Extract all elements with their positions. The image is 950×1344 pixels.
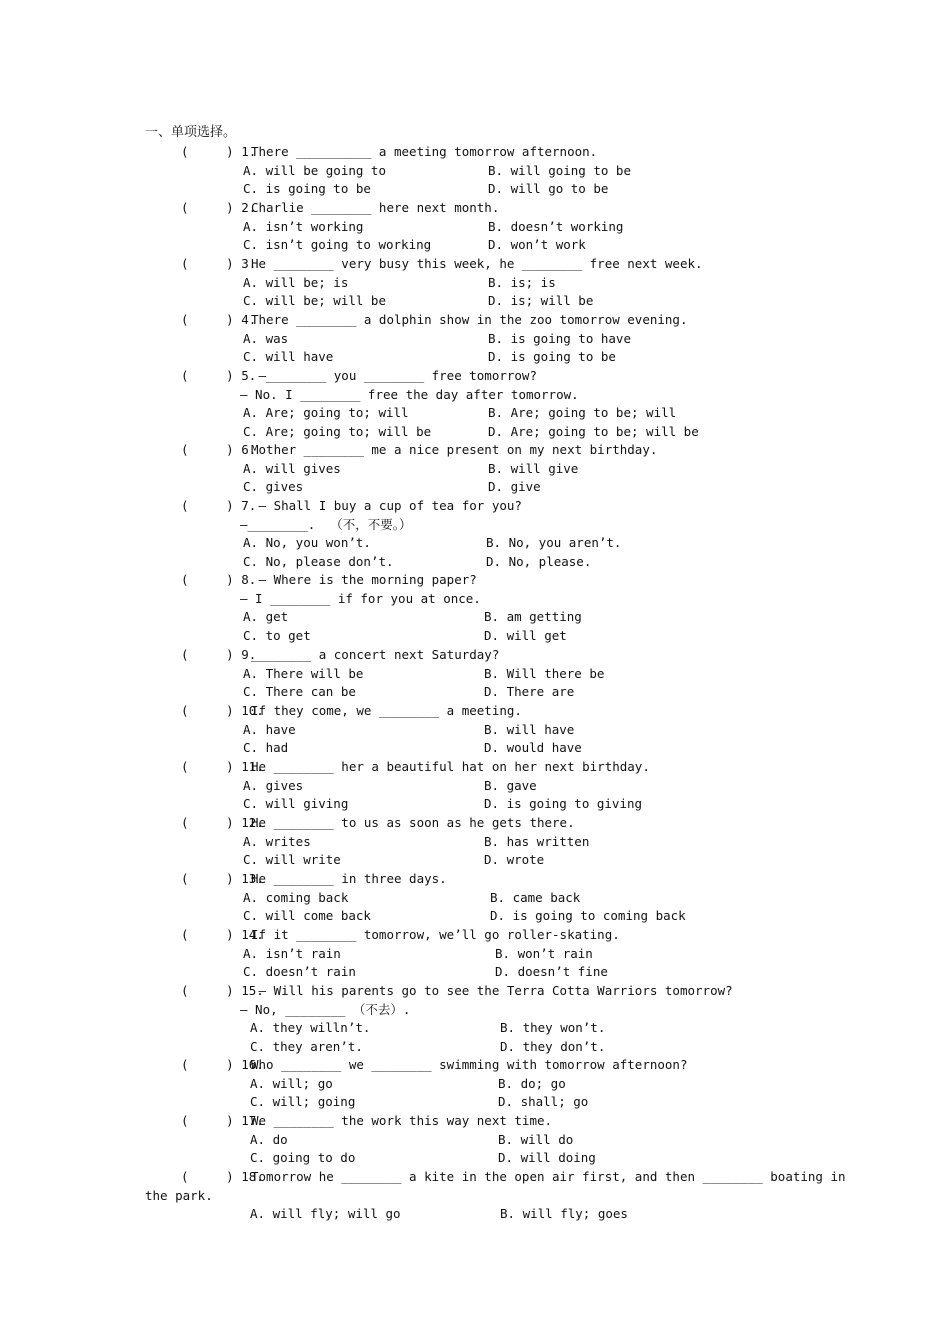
option-c: C. to get (243, 627, 311, 643)
option-a: A. There will be (243, 665, 364, 681)
option-c: C. they aren’t. (250, 1038, 363, 1054)
option-c: C. gives (243, 479, 304, 495)
question-stem: There ________ a dolphin show in the zoo tomorrow evening. (251, 312, 688, 327)
question-stem-continued: – No. I ________ free the day after tomorrow. (240, 386, 579, 402)
option-c: C. will have (243, 349, 334, 365)
question-number: ( ) 1. (181, 144, 257, 159)
option-b: B. will going to be (488, 162, 631, 178)
question-stem: There __________ a meeting tomorrow afternoon. (251, 144, 598, 159)
question-stem: Charlie ________ here next month. (251, 200, 500, 215)
option-c: C. will write (243, 852, 341, 868)
option-a: A. writes (243, 833, 311, 849)
option-d: D. will get (484, 627, 567, 643)
option-d: D. they don’t. (500, 1038, 606, 1054)
question-number: ( ) 16. (181, 1057, 264, 1072)
option-b: B. No, you aren’t. (486, 535, 622, 551)
option-a: A. No, you won’t. (243, 535, 371, 551)
option-a: A. gives (243, 777, 304, 793)
option-c: C. doesn’t rain (243, 964, 356, 980)
option-d: D. is; will be (488, 293, 594, 309)
question-stem-continued: –________. （不，不要。） (240, 516, 412, 532)
option-d: D. will go to be (488, 181, 609, 197)
option-a: A. have (243, 721, 296, 737)
option-d: D. No, please. (486, 553, 592, 569)
option-a: A. will; go (250, 1075, 333, 1091)
question-number: ( ) 18. (181, 1169, 264, 1184)
option-c: C. had (243, 740, 289, 756)
option-d: D. wrote (484, 852, 545, 868)
question-number: ( ) 4. (181, 312, 257, 327)
option-c: C. will giving (243, 796, 349, 812)
option-b: B. they won’t. (500, 1020, 606, 1036)
question-stem-continued: – I ________ if for you at once. (240, 590, 481, 606)
option-b: B. will do (498, 1131, 574, 1147)
option-b: B. came back (490, 889, 581, 905)
question-number: ( ) 14. (181, 927, 264, 942)
question-stem: He ________ her a beautiful hat on her next birthday. (251, 759, 650, 774)
question-stem: – Where is the morning paper? (251, 572, 477, 587)
option-a: A. will be going to (243, 162, 386, 178)
section-title: 一、单项选择。 (145, 125, 237, 140)
option-a: A. will be; is (243, 274, 349, 290)
option-b: B. is going to have (488, 330, 631, 346)
question-stem: If they come, we ________ a meeting. (251, 703, 522, 718)
option-d: D. doesn’t fine (495, 964, 608, 980)
question-number: ( ) 9. (181, 647, 257, 662)
option-d: D. is going to coming back (490, 908, 686, 924)
option-d: D. Are; going to be; will be (488, 423, 699, 439)
option-c: C. is going to be (243, 181, 371, 197)
option-a: A. coming back (243, 889, 349, 905)
question-stem: Who ________ we ________ swimming with tomorrow afternoon? (251, 1057, 688, 1072)
option-a: A. isn’t working (243, 218, 364, 234)
option-a: A. will fly; will go (250, 1206, 401, 1222)
question-number: ( ) 13. (181, 871, 264, 886)
option-c: C. going to do (250, 1150, 356, 1166)
question-stem: He ________ very busy this week, he ________ free next week. (251, 256, 703, 271)
question-stem: If it ________ tomorrow, we’ll go roller-skating. (251, 927, 620, 942)
question-stem: We ________ the work this way next time. (251, 1113, 553, 1128)
option-c: C. will come back (243, 908, 371, 924)
question-stem: ________ a concert next Saturday? (251, 647, 500, 662)
option-d: D. is going to giving (484, 796, 643, 812)
option-d: D. won’t work (488, 237, 586, 253)
option-d: D. give (488, 479, 541, 495)
question-stem: He ________ to us as soon as he gets there. (251, 815, 575, 830)
question-number: ( ) 8. (181, 572, 257, 587)
option-d: D. There are (484, 684, 575, 700)
option-b: B. is; is (488, 274, 556, 290)
option-a: A. isn’t rain (243, 945, 341, 961)
option-c: C. Are; going to; will be (243, 423, 432, 439)
option-a: A. do (250, 1131, 288, 1147)
question-number: ( ) 11. (181, 759, 264, 774)
option-d: D. shall; go (498, 1094, 589, 1110)
option-c: C. No, please don’t. (243, 553, 394, 569)
question-number: ( ) 6. (181, 442, 257, 457)
option-b: B. Will there be (484, 665, 605, 681)
option-c: C. There can be (243, 684, 356, 700)
option-b: B. will fly; goes (500, 1206, 628, 1222)
question-number: ( ) 7. (181, 498, 257, 513)
option-b: B. gave (484, 777, 537, 793)
question-stem-continued: – No, ________ （不去）. (240, 1001, 411, 1017)
option-a: A. Are; going to; will (243, 405, 409, 421)
question-number: ( ) 10. (181, 703, 264, 718)
option-b: B. won’t rain (495, 945, 593, 961)
option-b: B. will give (488, 460, 579, 476)
question-stem: Mother ________ me a nice present on my next birthday. (251, 442, 658, 457)
question-stem: – Shall I buy a cup of tea for you? (251, 498, 522, 513)
question-number: ( ) 17. (181, 1113, 264, 1128)
option-d: D. will doing (498, 1150, 596, 1166)
question-stem-continued: the park. (145, 1187, 213, 1203)
question-stem: –________ you ________ free tomorrow? (251, 368, 537, 383)
option-d: D. is going to be (488, 349, 616, 365)
option-a: A. will gives (243, 460, 341, 476)
option-b: B. will have (484, 721, 575, 737)
option-b: B. has written (484, 833, 590, 849)
question-number: ( ) 5. (181, 368, 257, 383)
question-stem: – Will his parents go to see the Terra Cotta Warriors tomorrow? (251, 983, 733, 998)
option-b: B. am getting (484, 609, 582, 625)
option-a: A. they willn’t. (250, 1020, 371, 1036)
option-c: C. will; going (250, 1094, 356, 1110)
question-number: ( ) 15. (181, 983, 264, 998)
option-a: A. get (243, 609, 289, 625)
option-c: C. isn’t going to working (243, 237, 432, 253)
question-stem: He ________ in three days. (251, 871, 447, 886)
question-stem: Tomorrow he ________ a kite in the open air first, and then ________ boating in (251, 1169, 846, 1184)
question-number: ( ) 12. (181, 815, 264, 830)
option-b: B. do; go (498, 1075, 566, 1091)
option-b: B. doesn’t working (488, 218, 624, 234)
option-d: D. would have (484, 740, 582, 756)
option-c: C. will be; will be (243, 293, 386, 309)
question-number: ( ) 2. (181, 200, 257, 215)
question-number: ( ) 3. (181, 256, 257, 271)
option-a: A. was (243, 330, 289, 346)
option-b: B. Are; going to be; will (488, 405, 677, 421)
